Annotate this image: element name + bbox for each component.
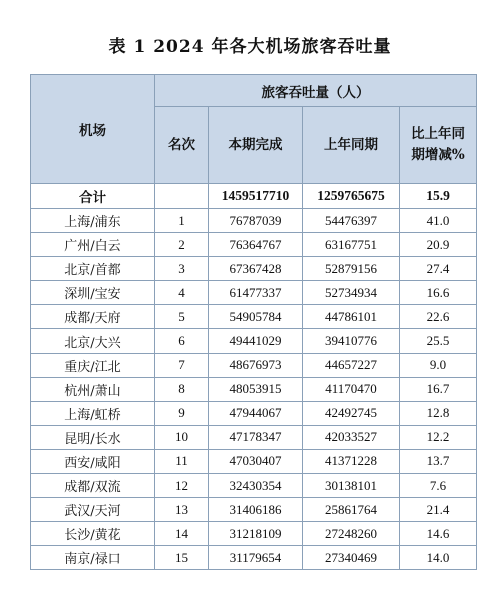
- current-cell: 48676973: [209, 353, 303, 377]
- airport-cell: 长沙/黄花: [31, 522, 155, 546]
- current-cell: 47178347: [209, 425, 303, 449]
- table-row: [31, 233, 477, 257]
- current-cell: 31179654: [209, 546, 303, 570]
- yoy-cell: 7.6: [400, 474, 477, 498]
- table-row: [31, 377, 477, 401]
- airport-cell: 北京/首都: [31, 257, 155, 281]
- current-cell: 54905784: [209, 305, 303, 329]
- total-rank: [155, 184, 209, 209]
- last-year-cell: 52734934: [303, 281, 400, 305]
- table-row: [31, 281, 477, 305]
- table-row: [31, 353, 477, 377]
- current-cell: 32430354: [209, 474, 303, 498]
- rank-cell: 4: [155, 281, 209, 305]
- table-row: [31, 209, 477, 233]
- airport-cell: 武汉/天河: [31, 498, 155, 522]
- table-row: [31, 474, 477, 498]
- yoy-cell: 21.4: [400, 498, 477, 522]
- header-rank: 名次: [155, 107, 209, 184]
- last-year-cell: 41170470: [303, 377, 400, 401]
- rank-cell: 11: [155, 449, 209, 473]
- last-year-cell: 25861764: [303, 498, 400, 522]
- rank-cell: 6: [155, 329, 209, 353]
- yoy-cell: 13.7: [400, 449, 477, 473]
- rank-cell: 10: [155, 425, 209, 449]
- header-last-year: 上年同期: [303, 107, 400, 184]
- current-cell: 47944067: [209, 401, 303, 425]
- airport-cell: 上海/浦东: [31, 209, 155, 233]
- yoy-cell: 20.9: [400, 233, 477, 257]
- current-cell: 61477337: [209, 281, 303, 305]
- table-row: [31, 498, 477, 522]
- last-year-cell: 63167751: [303, 233, 400, 257]
- yoy-cell: 9.0: [400, 353, 477, 377]
- table-row: [31, 546, 477, 570]
- header-current: 本期完成: [209, 107, 303, 184]
- table-row: [31, 329, 477, 353]
- yoy-cell: 22.6: [400, 305, 477, 329]
- header-airport: 机场: [31, 75, 155, 184]
- total-yoy: 15.9: [400, 184, 477, 209]
- total-row: [31, 184, 477, 209]
- table-title: 表 1 2024 年各大机场旅客吞吐量: [108, 37, 392, 57]
- yoy-cell: 12.2: [400, 425, 477, 449]
- rank-cell: 8: [155, 377, 209, 401]
- rank-cell: 12: [155, 474, 209, 498]
- yoy-cell: 41.0: [400, 209, 477, 233]
- last-year-cell: 27248260: [303, 522, 400, 546]
- last-year-cell: 42033527: [303, 425, 400, 449]
- rank-cell: 3: [155, 257, 209, 281]
- yoy-cell: 25.5: [400, 329, 477, 353]
- last-year-cell: 44657227: [303, 353, 400, 377]
- yoy-cell: 14.0: [400, 546, 477, 570]
- airport-cell: 昆明/长水: [31, 425, 155, 449]
- table-row: [31, 305, 477, 329]
- table-row: [31, 449, 477, 473]
- airport-cell: 南京/禄口: [31, 546, 155, 570]
- yoy-cell: 16.6: [400, 281, 477, 305]
- last-year-cell: 54476397: [303, 209, 400, 233]
- rank-cell: 1: [155, 209, 209, 233]
- current-cell: 49441029: [209, 329, 303, 353]
- table-row: [31, 257, 477, 281]
- current-cell: 76787039: [209, 209, 303, 233]
- current-cell: 31406186: [209, 498, 303, 522]
- table-row: [31, 522, 477, 546]
- airport-cell: 深圳/宝安: [31, 281, 155, 305]
- last-year-cell: 30138101: [303, 474, 400, 498]
- current-cell: 31218109: [209, 522, 303, 546]
- rank-cell: 2: [155, 233, 209, 257]
- rank-cell: 7: [155, 353, 209, 377]
- airport-cell: 广州/白云: [31, 233, 155, 257]
- last-year-cell: 52879156: [303, 257, 400, 281]
- header-yoy-label: 比上年同期增减%: [411, 126, 465, 163]
- rank-cell: 5: [155, 305, 209, 329]
- total-last-year: 1259765675: [303, 184, 400, 209]
- rank-cell: 13: [155, 498, 209, 522]
- current-cell: 48053915: [209, 377, 303, 401]
- airport-cell: 成都/双流: [31, 474, 155, 498]
- airport-cell: 成都/天府: [31, 305, 155, 329]
- rank-cell: 15: [155, 546, 209, 570]
- total-label: 合计: [31, 184, 155, 209]
- total-current: 1459517710: [209, 184, 303, 209]
- last-year-cell: 44786101: [303, 305, 400, 329]
- last-year-cell: 42492745: [303, 401, 400, 425]
- airport-cell: 西安/咸阳: [31, 449, 155, 473]
- airport-cell: 北京/大兴: [31, 329, 155, 353]
- last-year-cell: 27340469: [303, 546, 400, 570]
- current-cell: 76364767: [209, 233, 303, 257]
- last-year-cell: 41371228: [303, 449, 400, 473]
- airport-cell: 重庆/江北: [31, 353, 155, 377]
- header-throughput: 旅客吞吐量（人）: [155, 75, 477, 107]
- table-body: [31, 209, 477, 570]
- rank-cell: 14: [155, 522, 209, 546]
- yoy-cell: 12.8: [400, 401, 477, 425]
- current-cell: 67367428: [209, 257, 303, 281]
- rank-cell: 9: [155, 401, 209, 425]
- yoy-cell: 16.7: [400, 377, 477, 401]
- yoy-cell: 14.6: [400, 522, 477, 546]
- yoy-cell: 27.4: [400, 257, 477, 281]
- airport-cell: 上海/虹桥: [31, 401, 155, 425]
- table-row: [31, 425, 477, 449]
- header-yoy: [400, 107, 477, 184]
- table-row: [31, 401, 477, 425]
- current-cell: 47030407: [209, 449, 303, 473]
- airport-cell: 杭州/萧山: [31, 377, 155, 401]
- last-year-cell: 39410776: [303, 329, 400, 353]
- airport-throughput-table: [30, 74, 477, 570]
